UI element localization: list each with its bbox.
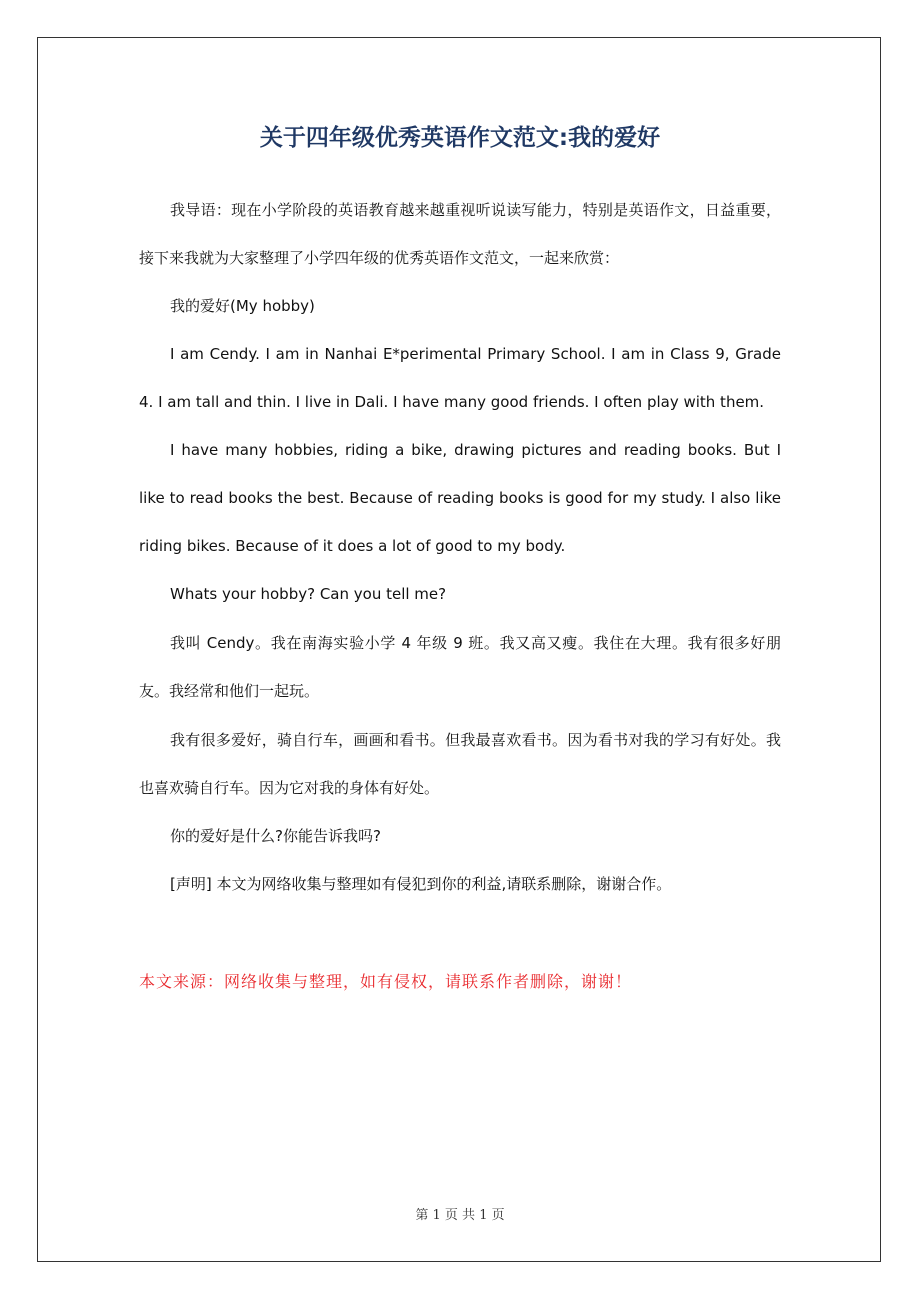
- chinese-paragraph-2: 我有很多爱好，骑自行车，画画和看书。但我最喜欢看书。因为看书对我的学习有好处。我也喜欢骑自行车。因为它对我的身体有好处。: [139, 731, 781, 797]
- english-paragraph-1: I am Cendy. I am in Nanhai E*perimental Primary School. I am in Class 9, Grade 4. I am tall and thin. I live in Dali. I have many good friends. I often play with them.: [139, 345, 781, 411]
- intro-paragraph: 我导语：现在小学阶段的英语教育越来越重视听说读写能力，特别是英语作文，日益重要，接下来我就为大家整理了小学四年级的优秀英语作文范文，一起来欣赏：: [139, 201, 781, 267]
- document-title: 关于四年级优秀英语作文范文:我的爱好: [259, 125, 661, 151]
- chinese-question: 你的爱好是什么?你能告诉我吗?: [170, 827, 381, 845]
- disclaimer-paragraph: [声明] 本文为网络收集与整理如有侵犯到你的利益,请联系删除，谢谢合作。: [170, 875, 672, 893]
- page-number-footer: 第 1 页 共 1 页: [415, 1208, 505, 1223]
- english-paragraph-2: I have many hobbies, riding a bike, drawing pictures and reading books. But I like to read books the best. Because of reading books is good for my study. I also like riding bikes. Because of it does a lot of good to my body.: [139, 441, 781, 555]
- chinese-paragraph-1: 我叫 Cendy。我在南海实验小学 4 年级 9 班。我又高又瘦。我住在大理。我有很多好朋友。我经常和他们一起玩。: [139, 634, 781, 700]
- english-question: Whats your hobby? Can you tell me?: [170, 585, 447, 603]
- source-notice: 本文来源：网络收集与整理，如有侵权，请联系作者删除，谢谢！: [139, 972, 633, 991]
- hobby-heading: 我的爱好(My hobby): [170, 297, 315, 315]
